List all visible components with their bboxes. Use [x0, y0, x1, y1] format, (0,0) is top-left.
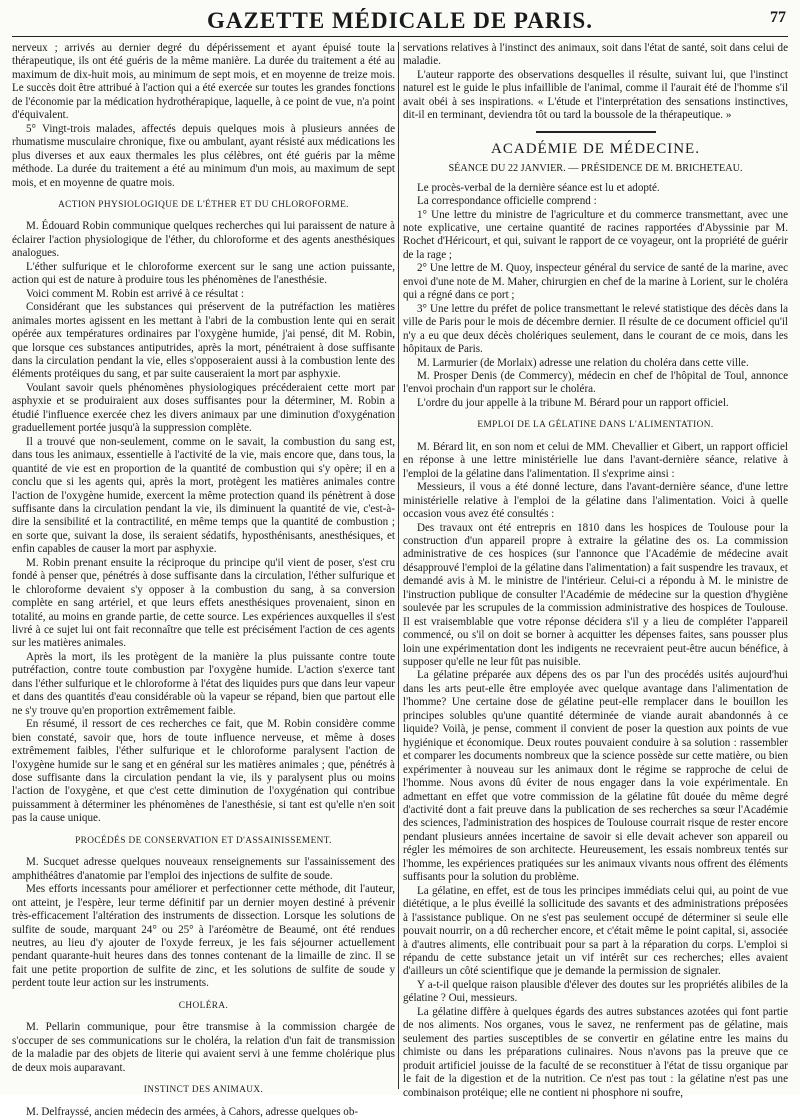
paragraph: M. Prosper Denis (de Commercy), médecin en chef de l'hôpital de Toul, annonce l'envoi prochain d'un rapport sur le choléra.	[403, 369, 788, 396]
section-heading: PROCÉDÉS DE CONSERVATION ET D'ASSAINISSEMENT.	[75, 835, 332, 846]
section-heading: INSTINCT DES ANIMAUX.	[143, 1085, 264, 1096]
section-heading: CHOLÉRA.	[178, 1000, 229, 1011]
paragraph: M. Édouard Robin communique quelques recherches qui lui paraissent de nature à éclairer l'action physiologique de l'éther, du chloroforme et des agents anesthésiques analogues.	[12, 220, 395, 260]
column-divider	[398, 42, 399, 1089]
paragraph: 2° Une lettre de M. Quoy, inspecteur général du service de santé de la marine, avec envoi d'une note de M. Maher, chirurgien en chef de la marine à Lorient, sur le choléra qui a régné dans ce port ;	[403, 262, 788, 302]
left-column	[12, 42, 395, 1118]
paragraph: nerveux ; arrivés au dernier degré du dépérissement et ayant épuisé toute la thérapeutique, ils ont été guéris de la même manière. La durée du traitement a été au maximum de dix-huit mois, au minimum de sept mois, et en moyenne de treize mois. Le succès doit être attribué à l'action qui a été exercée sur toutes les grandes fonctions de l'économie par la médication hydrothérapique, laquelle, à ce point de vue, n'a point d'équivalent.	[12, 42, 395, 122]
paragraph: Le procès-verbal de la dernière séance est lu et adopté.	[417, 181, 660, 194]
paragraph: M. Pellarin communique, pour être transmise à la commission chargée de s'occuper de ses communications sur le choléra, la relation d'un fait de transmission de la maladie par des objets de literie qui avaient servi à une femme cholérique plus de deux mois auparavant.	[12, 1021, 395, 1074]
page-number: 77	[770, 9, 786, 26]
paragraph: 3° Une lettre du préfet de police transmettant le relevé statistique des décès dans la ville de Paris pour le mois de décembre dernier. Il résulte de ce document officiel qu'il n'y a eu que deux décès cholériques seulement, dans le courant de ce mois, dans les hôpitaux de Paris.	[403, 302, 788, 356]
paragraph: Considérant que les substances qui préservent de la putréfaction les matières animales mortes agissent en les mettant à l'abri de la combustion lente qui en serait opérée aux températures ordinaires par l'oxygène humide, j'ai pensé, dit M. Robin, que lorsque ces substances antiputrides, après la mort, pénétraient à dose suffisante dans la circulation pendant la vie, elles s'opposeraient aussi à la combustion lente des éléments protéiques du sang, et par suite causeraient la mort par asphyxie.	[12, 301, 395, 381]
section-rule	[536, 131, 656, 133]
session-line: SÉANCE DU 22 JANVIER. — PRÉSIDENCE DE M. BRICHETEAU.	[448, 163, 743, 175]
paragraph: 1° Une lettre du ministre de l'agriculture et du commerce transmettant, avec une note explicative, une certaine quantité de racines rapportées d'Abyssinie par M. Rochet d'Héricourt, et qui, suivant le rapport de ce voyageur, ont la propriété de guérir de la rage ;	[403, 208, 788, 261]
paragraph: La correspondance officielle comprend :	[417, 195, 597, 208]
right-column	[403, 42, 788, 1099]
journal-title: GAZETTE MÉDICALE DE PARIS.	[207, 8, 593, 33]
paragraph: La gélatine, en effet, est de tous les principes immédiats celui qui, au point de vue diététique, a le plus éveillé la sollicitude des savants et des administrations préposées à l'assistance publique. On ne s'est pas seulement occupé de déterminer si seule elle pouvait nourrir, on a dû rechercher encore, et c'était même le point capital, si, associée à d'autres aliments, elle contribuait pour sa part à la réparation du corps. L'emploi si répandu de cette substance jetait un vif intérêt sur ces recherches; elles avaient d'ailleurs un côté scientifique que je demande la permission de signaler.	[403, 884, 788, 978]
paragraph: Il a trouvé que non-seulement, comme on le savait, la combustion du sang est, dans tous les animaux, essentielle à l'activité de la vie, mais encore que, dans tous, la quantité de vie est en proportion de la quantité de combustion qui s'y opère; il en a conclu que si les agents qui, après la mort, protègent les matières animales contre l'action de l'oxygène humide, exercent la même protection quand ils pénètrent à dose suffisante dans la circulation pendant la vie, ils diminuent la quantité de vie, c'est-à-dire la sensibilité et la contractilité, en même temps que la quantité de combustion ; en sorte que, suivant la dose, ils seraient sédatifs, hyposthénisants, anesthésiques, et enfin capables de causer la mort par asphyxie.	[12, 435, 395, 556]
paragraph: L'ordre du jour appelle à la tribune M. Bérard pour un rapport officiel.	[417, 396, 729, 409]
paragraph: L'auteur rapporte des observations desquelles il résulte, suivant lui, que l'instinct naturel est le guide le plus infaillible de l'animal, comme il l'aurait été de l'homme s'il avait obéi à ses inspirations. « L'étude et l'interprétation des sensations instinctives, dit-il en terminant, deviendra tôt ou tard la boussole de la thérapeutique. »	[403, 68, 788, 122]
paragraph: Après la mort, ils les protègent de la manière la plus puissante contre toute putréfaction, contre toute combustion par l'oxygène humide. L'action s'exerce tant dans l'éther sulfurique et le chloroforme à l'état des liquides purs que dans leur vapeur et dans des quantités d'eau considérable où la vapeur se répand, bien que partout elle ne s'y trouve qu'en proportion extrêmement faible.	[12, 650, 395, 717]
academie-heading: ACADÉMIE DE MÉDECINE.	[491, 140, 700, 157]
paragraph: M. Bérard lit, en son nom et celui de MM. Chevallier et Gibert, un rapport officiel en réponse à une lettre ministérielle lue dans l'avant-dernière séance, relative à l'emploi de la gélatine dans l'alimentation. Il s'exprime ainsi :	[403, 440, 788, 480]
paragraph: M. Delfrayssé, ancien médecin des armées, à Cahors, adresse quelques ob-	[26, 1105, 359, 1118]
page-header	[12, 6, 788, 37]
paragraph: Des travaux ont été entrepris en 1810 dans les hospices de Toulouse pour la construction d'un appareil propre à extraire la gélatine des os. La commission administrative de ces hospices (sur l'annonce que l'Académie de médecine avait désapprouvé l'emploi de la gélatine dans l'alimentation) a fait suspendre les travaux, et demandé avis à M. le ministre de l'intérieur. Celui-ci a répondu à M. le ministre de l'instruction publique de consulter l'Académie de médecine sur la question d'hygiène soulevée par les scrupules de la commission administrative des hospices de Toulouse. Il est vraisemblable que votre réponse décidera s'il y a lieu de compléter l'appareil commencé, ou s'il on doit se borner à acquitter les dépenses faites, sans pousser plus loin une expérimentation dont les indigents ne recevraient peut-être aucun bénéfice, à supposer qu'elle ne leur fût pas nuisible.	[403, 521, 788, 669]
paragraph: Y a-t-il quelque raison plausible d'élever des doutes sur les propriétés alibiles de la gélatine ? Oui, messieurs.	[403, 978, 788, 1005]
section-heading: ACTION PHYSIOLOGIQUE DE L'ÉTHER ET DU CHLOROFORME.	[58, 199, 349, 210]
paragraph: En résumé, il ressort de ces recherches ce fait, que M. Robin considère comme bien constaté, savoir que, hors de toute influence nerveuse, et même à doses extrêmement faibles, l'éther sulfurique et le chloroforme paralysent l'action de l'oxygène humide sur le sang et en général sur les matières animales ; que, pénétrés à dose suffisante dans la circulation pendant la vie, ils y paralysent plus ou moins l'action de l'oxygène, et que c'est cette diminution de l'oxygénation qui contribue puissamment à déterminer les phénomènes de l'anesthésie, si tant est qu'elle n'en soit pas la cause unique.	[12, 718, 395, 825]
paragraph: M. Sucquet adresse quelques nouveaux renseignements sur l'assainissement des amphithéâtres d'anatomie par l'emploi des injections de sulfite de soude.	[12, 856, 395, 882]
paragraph: Mes efforts incessants pour améliorer et perfectionner cette méthode, dit l'auteur, ont atteint, je l'espère, leur terme définitif par un dernier moyen destiné à prévenir très-efficacement l'altération des instruments de dissection. Lorsque les solutions de sulfite de soude, marquant 24° ou 25° à l'aréomètre de Beaumé, ont été rendues neutres, au lieu d'y ajouter de l'oxyde ferreux, je les fais séjourner actuellement pendant quarante-huit heures dans des tonnes contenant de la limaille de zinc. Il se fait une petite proportion de sulfite de zinc, et les solutions de sulfite de soude y perdent toute leur action sur les instruments.	[12, 883, 395, 990]
paragraph: M. Larmurier (de Morlaix) adresse une relation du choléra dans cette ville.	[417, 356, 749, 369]
paragraph: 5° Vingt-trois malades, affectés depuis quelques mois à plusieurs années de rhumatisme musculaire chronique, fixe ou ambulant, ayant résisté aux médications les plus diverses et aux eaux thermales les plus célèbres, ont été guéris par la même méthode. La durée du traitement a été au minimum d'un mois, au maximum de sept mois, et en moyenne de quatre mois.	[12, 122, 395, 189]
section-heading: EMPLOI DE LA GÉLATINE DANS L'ALIMENTATION.	[477, 420, 714, 431]
paragraph: Messieurs, il vous a été donné lecture, dans l'avant-dernière séance, d'une lettre ministérielle relative à l'emploi de la gélatine dans l'alimentation. Voici à quelle occasion vous avez été consultés :	[403, 481, 788, 521]
paragraph: La gélatine préparée aux dépens des os par l'un des procédés usités aujourd'hui dans les arts peut-elle être employée avec quelque avantage dans l'alimentation de l'homme? Une certaine dose de gélatine peut-elle remplacer dans le bouillon les principes solubles qu'une quantité déterminée de viande aurait abandonnés à ce liquide? Voilà, je pense, comment il convient de poser la question aux points de vue hygiénique et économique. Deux routes pouvaient conduire à sa solution : rassembler et comparer les documents nombreux que la science possède sur cette matière, ou bien expérimenter à nouveau sur les animaux dont le régime se rapproche de celui de l'homme. Nous avons dû éviter de nous engager dans la voie expérimentale. En admettant en effet que votre commission de la gélatine fût douée du même degré d'activité dont a fait preuve dans la publication de ses recherches sa sœur l'Académie des sciences, l'administration des hospices de Toulouse courrait risque de rester encore pendant plusieurs années incertaine de savoir si elle devait achever son appareil ou régler les mémoires de son architecte. Heureusement, les essais nombreux tentés sur l'homme, les expériences pratiquées sur les animaux vivants nous offrent des éléments suffisants pour la solution du problème.	[403, 669, 788, 884]
paragraph: M. Robin prenant ensuite la réciproque du principe qu'il vient de poser, s'est cru fondé à penser que, pénétrés à dose suffisante dans la circulation, l'éther sulfurique et le chloroforme devaient s'y opposer à la combustion du sang, à sa conversion complète en sang artériel, et que leurs effets anesthésiques provenaient, sinon en totalité, au moins en grande partie, de cette source. Les expériences auxquelles il s'est livré à ce sujet lui ont fait reconnaître que telle est précisément l'action de ces agents sur les matières animales.	[12, 556, 395, 650]
paragraph: Voici comment M. Robin est arrivé à ce résultat :	[26, 287, 244, 300]
paragraph: L'éther sulfurique et le chloroforme exercent sur le sang une action puissante, action qui est de nature à produire tous les phénomènes de l'anesthésie.	[12, 260, 395, 287]
paragraph: servations relatives à l'instinct des animaux, soit dans l'état de santé, soit dans celui de maladie.	[403, 42, 788, 68]
paragraph: Voulant savoir quels phénomènes physiologiques précéderaient cette mort par asphyxie et se produiraient aux doses suffisantes pour la déterminer, M. Robin a étudié l'influence exercée chez les divers animaux par une diminution d'oxygénation graduellement portée jusqu'à la suppression complète.	[12, 381, 395, 435]
paragraph: La gélatine diffère à quelques égards des autres substances azotées qui font partie de nos aliments. Nos organes, vous le savez, ne renferment pas de gélatine, mais seulement des parties susceptibles de se convertir en gélatine entre les mains du chimiste ou dans les préparations culinaires. Nous n'avons pas la preuve que ce produit artificiel jouisse de la faculté de se reconstituer à l'état de tissu organique par le fait de la digestion et de la nutrition. Ce n'est pas tout : la gélatine n'est pas une combinaison protéique; elle ne contient ni phosphore ni soufre,	[403, 1005, 788, 1099]
